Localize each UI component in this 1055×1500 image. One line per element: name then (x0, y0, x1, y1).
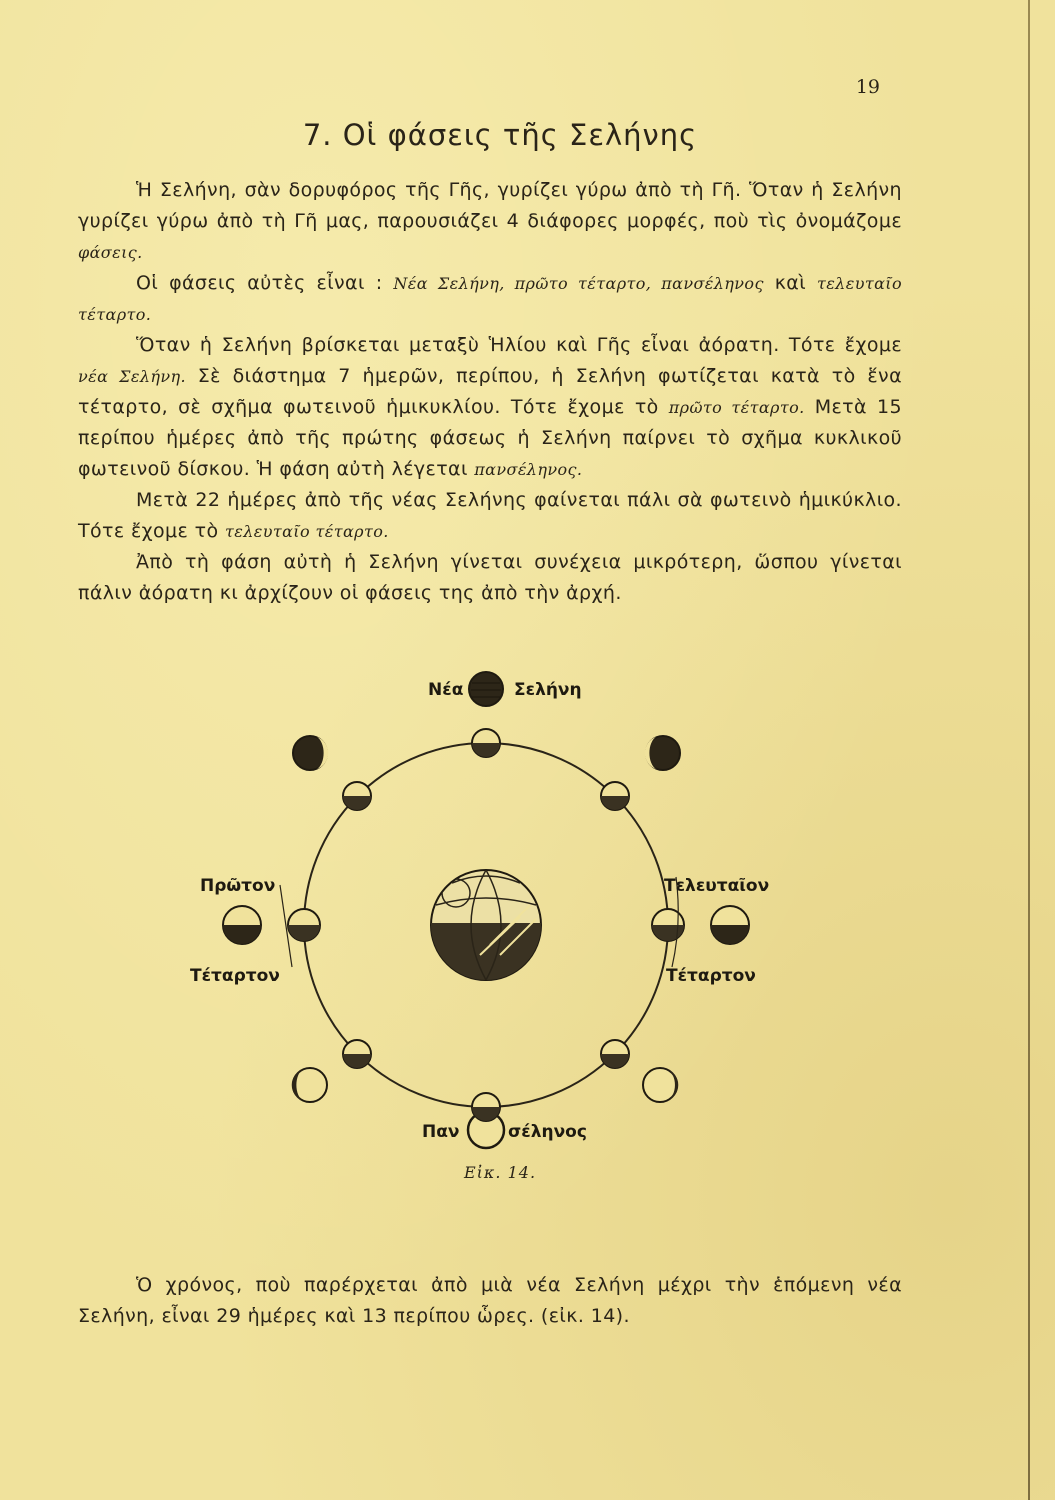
moon-first-quarter-outer (223, 906, 261, 944)
moon-orbit-bottom-right (601, 1040, 629, 1068)
label-last-1: Τελευταῖον (664, 876, 770, 896)
label-new-1: Νέα (428, 680, 464, 700)
moon-orbit-top (472, 729, 500, 757)
label-first-1: Πρῶτον (200, 876, 276, 896)
paragraph-2: Οἱ φάσεις αὐτὲς εἶναι : Νέα Σελήνη, πρῶτο τέταρτο, πανσέληνος καὶ τελευταῖο τέταρτο. (78, 272, 902, 324)
moon-waxing-gibbous-outer (645, 736, 680, 770)
earth-icon (430, 870, 542, 983)
moon-phases-figure (190, 655, 830, 1160)
paragraph-4: Μετὰ 22 ἡμέρες ἀπὸ τῆς νέας Σελήνης φαίνεται πάλι σὰ φωτεινὸ ἡμικύκλιο. Τότε ἔχομε τὸ τελευταῖο τέταρτο. (78, 489, 902, 542)
moon-last-quarter-outer (711, 906, 749, 944)
label-last-2: Τέταρτον (666, 966, 756, 986)
page-number: 19 (855, 76, 880, 98)
moon-orbit-bottom (472, 1093, 500, 1121)
moon-orbit-right (652, 909, 684, 941)
paragraph-6: Ὁ χρόνος, ποὺ παρέρχεται ἀπὸ μιὰ νέα Σελήνη μέχρι τὴν ἑπόμενη νέα Σελήνη, εἶναι 29 ἡμέρες καὶ 13 περίπου ὧρες. (εἰκ. 14). (78, 1274, 902, 1327)
section-title: 7. Οἱ φάσεις τῆς Σελήνης (302, 118, 698, 152)
moon-waning-gibbous-outer (292, 1068, 327, 1102)
moon-orbit-bottom-left (343, 1040, 371, 1068)
moon-waxing-crescent-outer (293, 736, 328, 770)
moon-orbit-left (288, 909, 320, 941)
paragraph-5: Ἀπὸ τὴ φάση αὐτὴ ἡ Σελήνη γίνεται συνέχεια μικρότερη, ὥσπου γίνεται πάλιν ἀόρατη κι ἀρχίζουν οἱ φάσεις της ἀπὸ τὴν ἀρχή. (78, 551, 902, 604)
moon-orbit-top-right (601, 782, 629, 810)
paragraph-1: Ἡ Σελήνη, σὰν δορυφόρος τῆς Γῆς, γυρίζει γύρω ἀπὸ τὴ Γῆ. Ὅταν ἡ Σελήνη γυρίζει γύρω ἀπὸ τὴ Γῆ μας, παρουσιάζει 4 διάφορες μορφές, ποὺ τὶς ὀνομάζομε φάσεις. (78, 179, 902, 262)
figure-caption: Εἰκ. 14. (463, 1163, 537, 1182)
page-fold (1028, 0, 1030, 1500)
label-new-2: Σελήνη (514, 680, 582, 700)
closing-text (78, 1270, 902, 1332)
moon-phases-diagram (190, 655, 830, 1160)
paragraph-3: Ὅταν ἡ Σελήνη βρίσκεται μεταξὺ Ἡλίου καὶ Γῆς εἶναι ἀόρατη. Τότε ἔχομε νέα Σελήνη. Σὲ διάστημα 7 ἡμερῶν, περίπου, ἡ Σελήνη φωτίζεται κατὰ τὸ ἕνα τέταρτο, σὲ σχῆμα φωτεινοῦ ἡμικυκλίου. Τότε ἔχομε τὸ πρῶτο τέταρτο. Μετὰ 15 περίπου ἡμέρες ἀπὸ τῆς πρώτης φάσεως ἡ Σελήνη παίρνει τὸ σχῆμα κυκλικοῦ φωτεινοῦ δίσκου. Ἡ φάση αὐτὴ λέγεται πανσέληνος. (78, 334, 902, 480)
body-text (78, 175, 902, 609)
moon-orbit-top-left (343, 782, 371, 810)
label-full-1: Παν (422, 1122, 460, 1142)
label-first-2: Τέταρτον (190, 966, 280, 986)
moon-waning-crescent-outer (643, 1068, 678, 1102)
label-full-2: σέληνος (508, 1122, 587, 1142)
moon-new-outer (469, 672, 503, 706)
